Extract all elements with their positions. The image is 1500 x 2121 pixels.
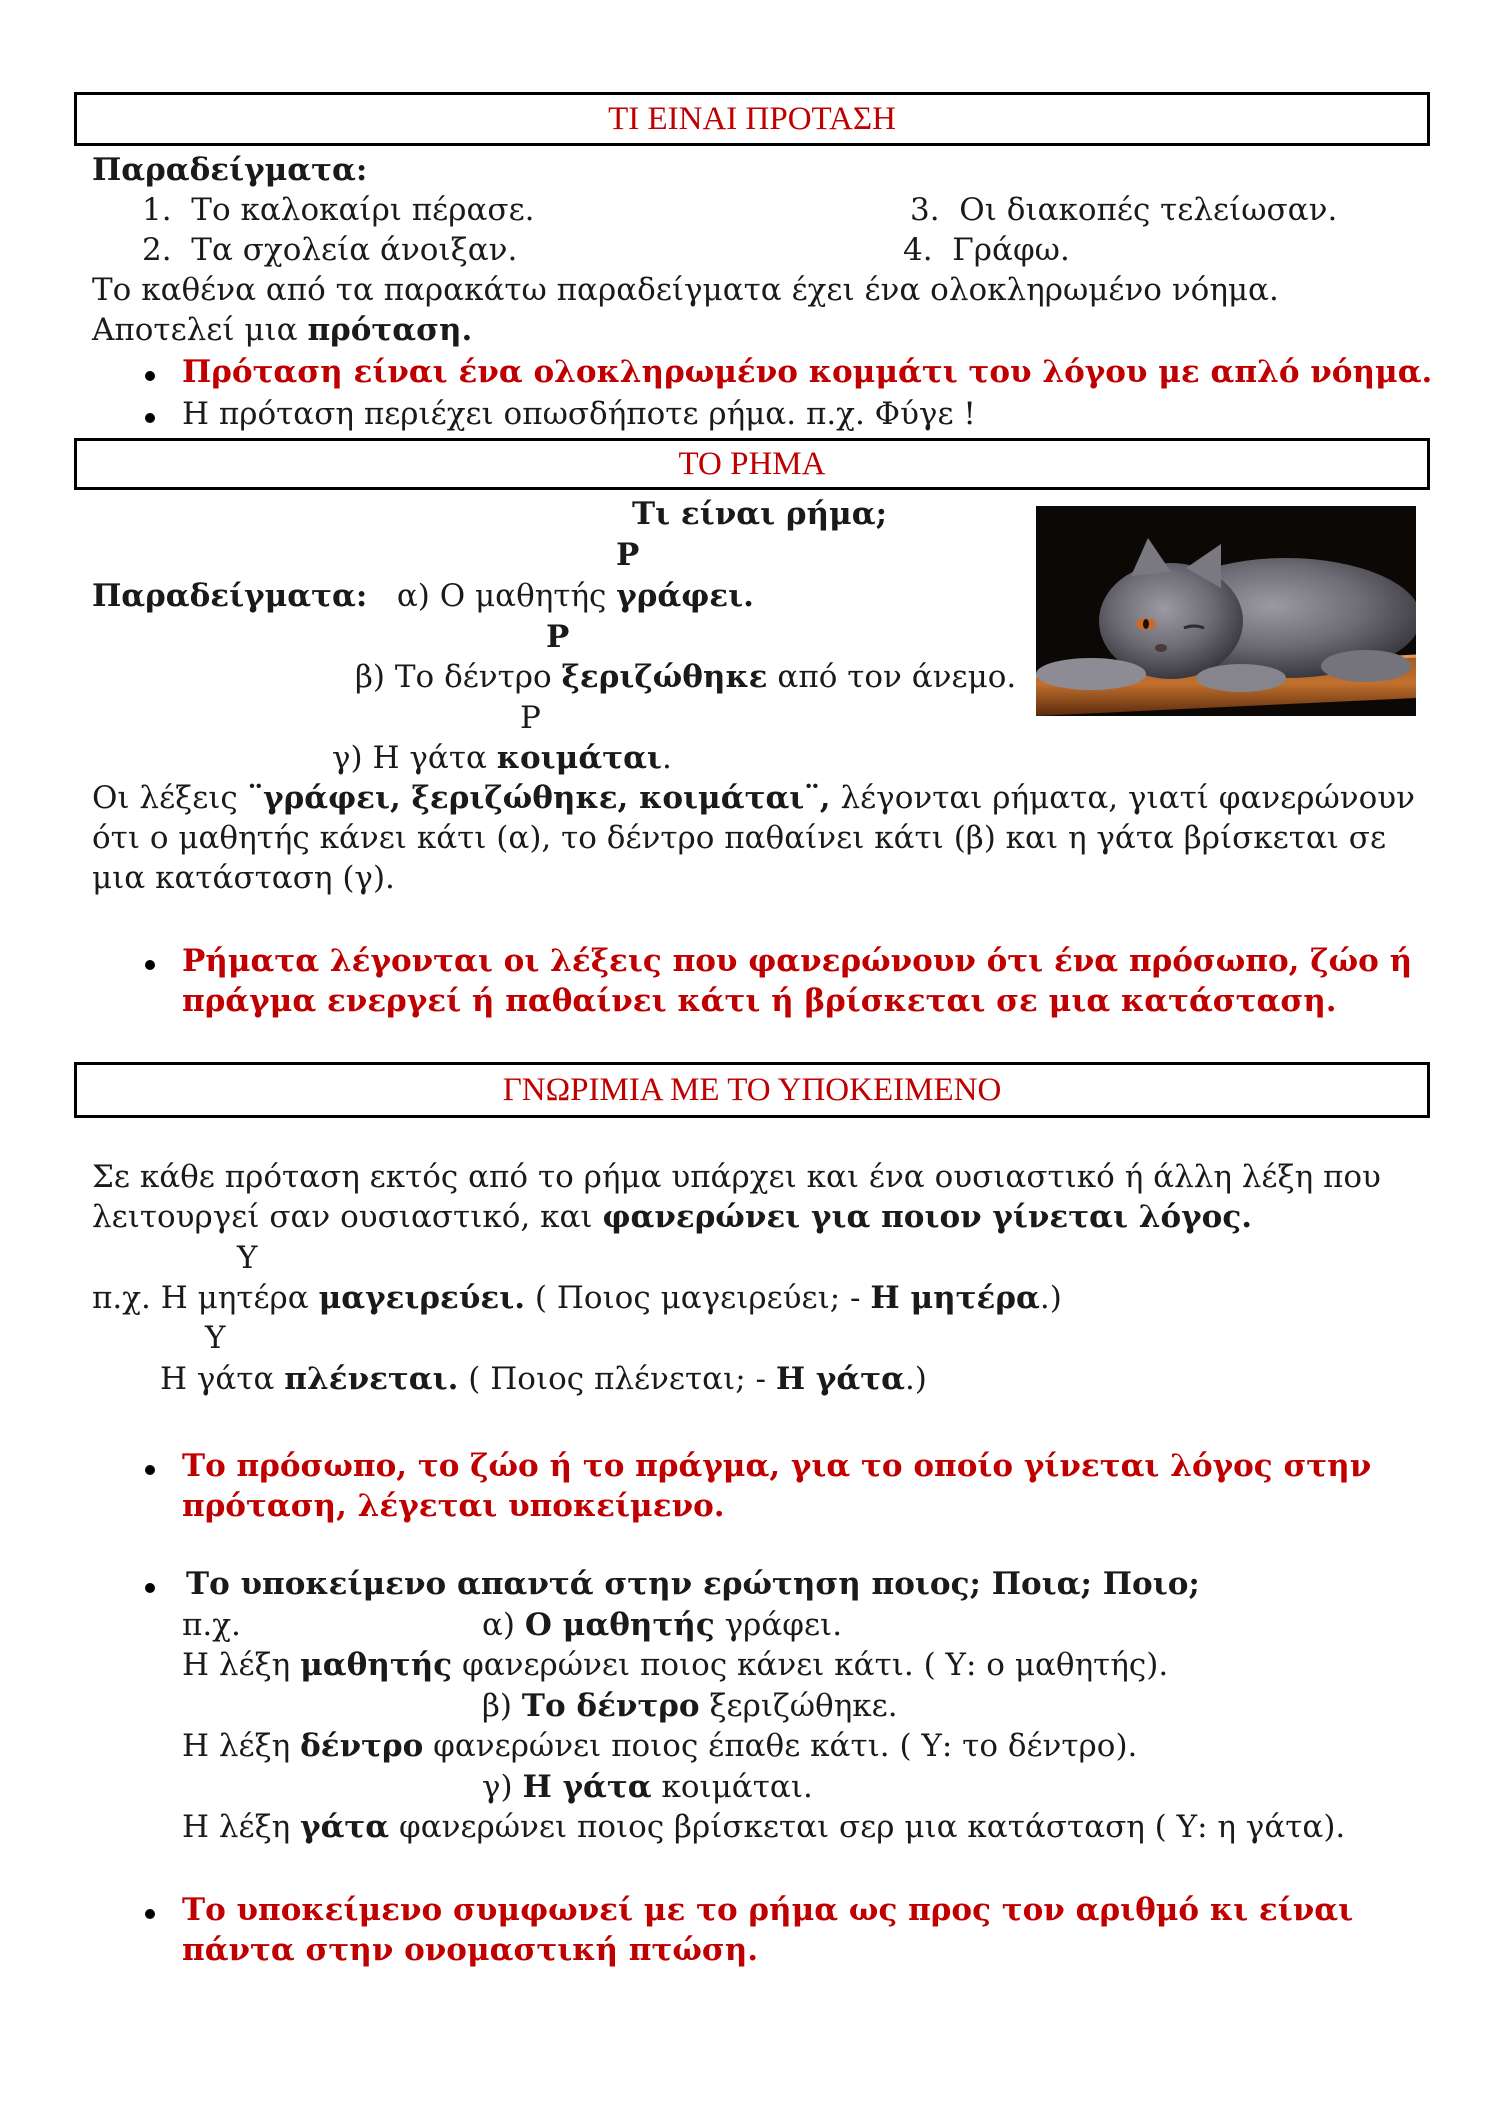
section-title: ΓΝΩΡΙΜΙΑ ΜΕ ΤΟ ΥΠΟΚΕΙΜΕΝΟ bbox=[502, 1072, 1002, 1108]
paragraph-line: Σε κάθε πρόταση εκτός από το ρήμα υπάρχει και ένα ουσιαστικό ή άλλη λέξη που bbox=[92, 1159, 1381, 1195]
example-line: γ) Η γάτα κοιμάται. bbox=[332, 740, 672, 776]
explanation-line: Η λέξη δέντρο φανερώνει ποιος έπαθε κάτι. ( Υ: το δέντρο). bbox=[182, 1728, 1138, 1764]
explanation-line: Η λέξη μαθητής φανερώνει ποιος κάνει κάτι. ( Υ: ο μαθητής). bbox=[182, 1647, 1169, 1683]
section-title-box-proposition bbox=[74, 92, 1430, 146]
example-line: β) Το δέντρο ξεριζώθηκε από τον άνεμο. bbox=[355, 659, 1017, 695]
example-line: γ) Η γάτα κοιμάται. bbox=[482, 1769, 813, 1805]
sleeping-cat-image bbox=[1036, 506, 1416, 716]
rule-definition: πράγμα ενεργεί ή παθαίνει κάτι ή βρίσκεται σε μια κατάσταση. bbox=[182, 983, 1337, 1019]
verb-marker: Ρ bbox=[520, 700, 541, 736]
explanation-line: Η λέξη γάτα φανερώνει ποιος βρίσκεται σερ μια κατάσταση ( Υ: η γάτα). bbox=[182, 1809, 1346, 1845]
bullet-icon bbox=[145, 1583, 155, 1593]
subject-marker: Υ bbox=[205, 1320, 226, 1356]
verb-marker: Ρ bbox=[546, 619, 570, 655]
section-title: ΤΙ ΕΙΝΑΙ ΠΡΟΤΑΣΗ bbox=[608, 101, 896, 137]
example-item: 4. Γράφω. bbox=[903, 232, 1070, 268]
example-line: α) Ο μαθητής γράφει. bbox=[482, 1607, 843, 1643]
example-line: β) Το δέντρο ξεριζώθηκε. bbox=[482, 1688, 898, 1724]
rule-definition: Το πρόσωπο, το ζώο ή το πράγμα, για το οποίο γίνεται λόγος στην bbox=[182, 1448, 1372, 1484]
paragraph-line: λειτουργεί σαν ουσιαστικό, και φανερώνει για ποιον γίνεται λόγος. bbox=[92, 1199, 1252, 1235]
paragraph-line: Αποτελεί μια πρόταση. bbox=[92, 312, 473, 348]
subject-marker: Υ bbox=[237, 1240, 258, 1276]
bullet-icon bbox=[145, 1465, 155, 1475]
example-line: Παραδείγματα: α) Ο μαθητής γράφει. bbox=[92, 578, 754, 614]
paragraph-line: Το καθένα από τα παρακάτω παραδείγματα έχει ένα ολοκληρωμένο νόημα. bbox=[92, 272, 1279, 308]
examples-heading: Παραδείγματα: bbox=[92, 152, 368, 188]
bullet-text: Η πρόταση περιέχει οπωσδήποτε ρήμα. π.χ. Φύγε ! bbox=[182, 396, 976, 432]
bullet-icon bbox=[145, 960, 155, 970]
paragraph-line: μια κατάσταση (γ). bbox=[92, 860, 395, 896]
rule-definition: Ρήματα λέγονται οι λέξεις που φανερώνουν ότι ένα πρόσωπο, ζώο ή bbox=[182, 943, 1413, 979]
example-item: 2. Τα σχολεία άνοιξαν. bbox=[142, 232, 518, 268]
section-title: ΤΟ ΡΗΜΑ bbox=[678, 446, 826, 482]
bullet-icon bbox=[145, 371, 155, 381]
bullet-icon bbox=[145, 1909, 155, 1919]
paragraph-line: ότι ο μαθητής κάνει κάτι (α), το δέντρο παθαίνει κάτι (β) και η γάτα βρίσκεται σε bbox=[92, 820, 1387, 856]
section-title-box-verb bbox=[74, 438, 1430, 490]
example-item: 3. Οι διακοπές τελείωσαν. bbox=[910, 192, 1338, 228]
section-title-box-subject bbox=[74, 1062, 1430, 1118]
rule-definition: Το υποκείμενο συμφωνεί με το ρήμα ως προς τον αριθμό κι είναι bbox=[182, 1892, 1354, 1928]
paragraph-line: Οι λέξεις ¨γράφει, ξεριζώθηκε, κοιμάται¨, λέγονται ρήματα, γιατί φανερώνουν bbox=[92, 780, 1415, 816]
example-line: π.χ. Η μητέρα μαγειρεύει. ( Ποιος μαγειρεύει; - Η μητέρα.) bbox=[92, 1280, 1062, 1316]
question-heading: Τι είναι ρήμα; bbox=[632, 496, 888, 532]
rule-definition: Πρόταση είναι ένα ολοκληρωμένο κομμάτι του λόγου με απλό νόημα. bbox=[182, 354, 1433, 390]
px-label: π.χ. bbox=[182, 1607, 241, 1643]
example-item: 1. Το καλοκαίρι πέρασε. bbox=[142, 192, 535, 228]
rule-definition: πάντα στην ονομαστική πτώση. bbox=[182, 1932, 759, 1968]
bullet-icon bbox=[145, 413, 155, 423]
rule-definition: πρόταση, λέγεται υποκείμενο. bbox=[182, 1488, 725, 1524]
verb-marker: Ρ bbox=[616, 537, 640, 573]
question-heading: Το υποκείμενο απαντά στην ερώτηση ποιος; Ποια; Ποιο; bbox=[186, 1566, 1200, 1602]
example-line: Η γάτα πλένεται. ( Ποιος πλένεται; - Η γάτα.) bbox=[160, 1361, 927, 1397]
